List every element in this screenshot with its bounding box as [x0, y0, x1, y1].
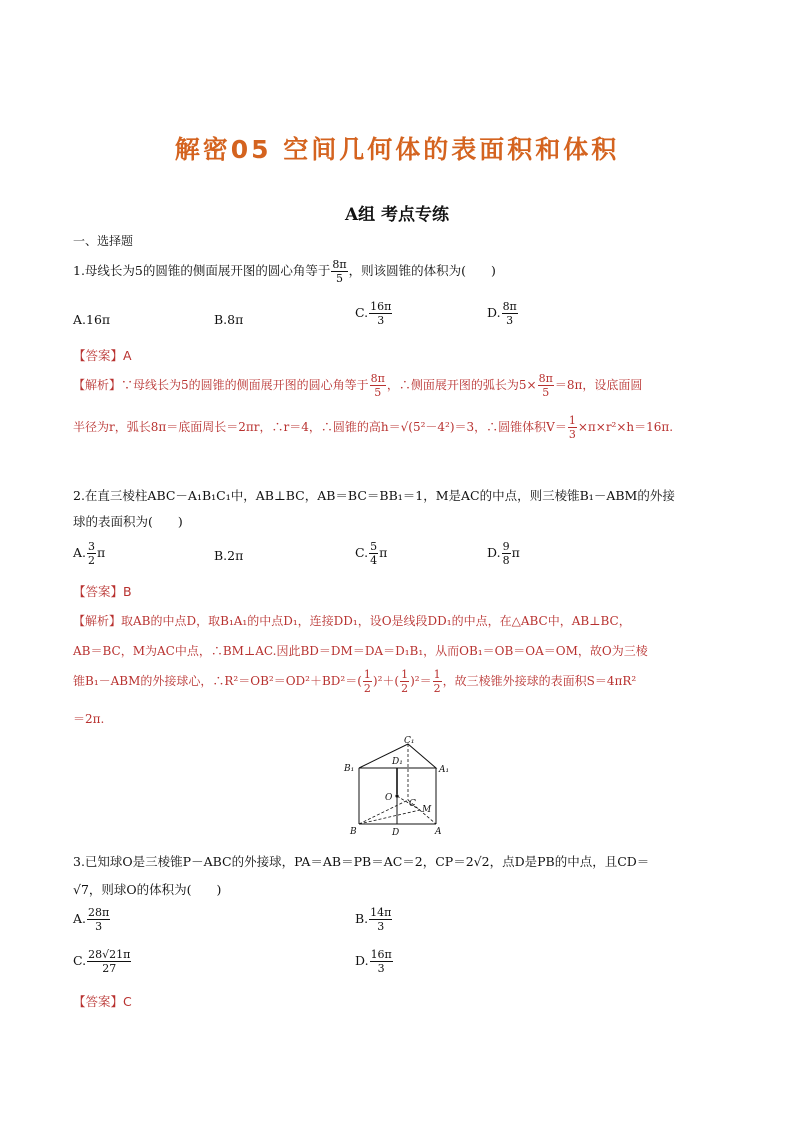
q2-option-d: D. $\frac{9}{8}$ π — [487, 540, 520, 567]
group-heading: A组 考点专练 — [344, 205, 450, 225]
q1-option-b: B.8π — [214, 312, 244, 327]
q1-option-d: D. $\frac{8\pi}{3}$ — [487, 300, 517, 327]
q3-option-a: A. $\frac{28\pi}{3}$ — [73, 906, 110, 933]
page-title: 解密05 空间几何体的表面积和体积 — [174, 135, 620, 164]
q2-answer: 【答案】B — [73, 584, 132, 599]
prism-figure — [340, 734, 456, 838]
q1-stem: 1.母线长为5的圆锥的侧面展开图的圆心角等于 $\frac{8\pi}{5}$ ，则该圆锥的体积为( ) — [73, 258, 496, 285]
q3-stem-line1: 3.已知球O是三棱锥P－ABC的外接球，PA＝AB＝PB＝AC＝2，CP＝2√2，点D是PB的中点，且CD＝ — [73, 854, 650, 869]
center-point — [395, 794, 398, 797]
q1-option-c: C. $\frac{16\pi}{3}$ — [355, 300, 392, 327]
q3-option-b: B. $\frac{14\pi}{3}$ — [355, 906, 392, 933]
q3-stem-line2: √7，则球O的体积为( ) — [73, 882, 222, 897]
label-b1: B₁ — [344, 764, 355, 774]
label-o: O — [385, 793, 393, 803]
q2-stem-line2: 球的表面积为( ) — [73, 514, 183, 529]
q1-answer: 【答案】A — [73, 348, 132, 363]
q3-option-c: C. $\frac{28√21\pi}{27}$ — [73, 948, 131, 975]
section-heading: 一、选择题 — [73, 234, 134, 248]
label-c: C — [409, 799, 416, 809]
q2-explanation-line4: ＝2π. — [73, 712, 105, 726]
label-b: B — [350, 827, 357, 837]
q2-option-b: B.2π — [214, 548, 244, 563]
label-a: A — [435, 827, 442, 837]
q2-option-c: C. $\frac{5}{4}$ π — [355, 540, 388, 567]
q2-stem-line1: 2.在直三棱柱ABC－A₁B₁C₁中，AB⊥BC，AB＝BC＝BB₁＝1，M是AC的中点，则三棱锥B₁－ABM的外接 — [73, 488, 675, 503]
fraction: $\frac{8\pi}{5}$ — [332, 258, 347, 285]
q2-explanation-line1: 【解析】取AB的中点D，取B₁A₁的中点D₁，连接DD₁，设O是线段DD₁的中点，在△ABC中，AB⊥BC， — [73, 614, 631, 628]
q2-explanation-line2: AB＝BC，M为AC中点，∴BM⊥AC.因此BD＝DM＝DA＝D₁B₁，从而OB₁＝OB＝OA＝OM，故O为三棱 — [73, 644, 648, 658]
label-d: D — [392, 828, 400, 838]
q3-answer: 【答案】C — [73, 994, 132, 1009]
label-m: M — [422, 805, 432, 815]
q2-option-a: A. $\frac{3}{2}$ π — [73, 540, 106, 567]
label-d1: D₁ — [392, 757, 403, 767]
q1-explanation-line2: 半径为r，弧长8π＝底面周长＝2πr，∴r＝4，∴圆锥的高h＝√(5²－4²)＝3，∴圆锥体积V＝ $\frac{1}{3}$ ×π×r²×h＝16π. — [73, 414, 674, 441]
label-a1: A₁ — [439, 765, 450, 775]
q1-option-a: A.16π — [73, 312, 111, 327]
q2-explanation-line3: 锥B₁－ABM的外接球心，∴R²＝OB²＝OD²＋BD²＝( $\frac{1}{2}$ )²＋( $\frac{1}{2}$ )²＝ $\frac{1}{2}$ ，故三棱锥外接球的表面积S＝4πR² — [73, 668, 637, 695]
label-c1: C₁ — [404, 736, 415, 746]
q1-explanation-line1: 【解析】∵母线长为5的圆锥的侧面展开图的圆心角等于 $\frac{8\pi}{5}$ ，∴侧面展开图的弧长为5× $\frac{8\pi}{5}$ ＝8π，设底面圆 — [73, 372, 643, 399]
q3-option-d: D. $\frac{16\pi}{3}$ — [355, 948, 392, 975]
